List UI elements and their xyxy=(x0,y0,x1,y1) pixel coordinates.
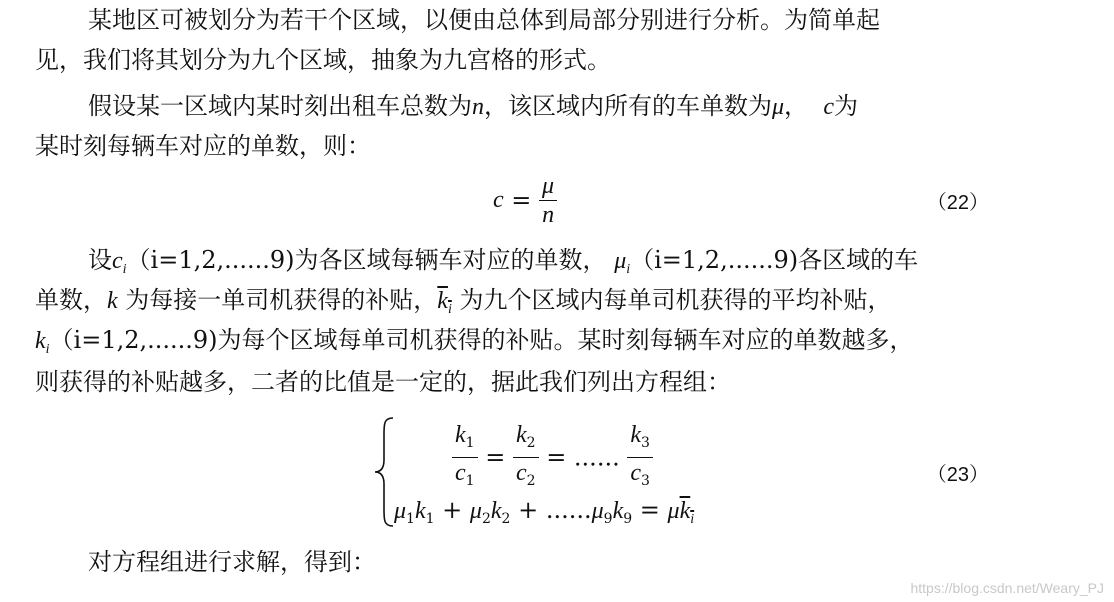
var-k: k xyxy=(107,288,118,314)
denominator xyxy=(452,458,478,495)
var-k: k xyxy=(679,498,691,524)
para3-line1 xyxy=(88,244,918,286)
text-span: 设 xyxy=(88,246,112,274)
eq22-equals: = xyxy=(511,186,532,215)
eq23-fraction-3 xyxy=(627,420,653,495)
text-span: 单数， xyxy=(35,286,107,314)
watermark: https://blog.csdn.net/Weary_PJ xyxy=(910,580,1104,596)
var-c: c xyxy=(630,460,641,486)
numerator xyxy=(513,420,539,458)
var-mu: μ xyxy=(469,498,482,524)
eq23-row1 xyxy=(452,420,653,495)
subscript: i xyxy=(45,342,50,357)
eq23-fraction-2 xyxy=(513,420,539,495)
var-mu: μ xyxy=(394,498,407,524)
text-span: 为九个区域内每单司机获得的平均补贴， xyxy=(459,286,892,314)
var-k: k xyxy=(35,328,46,354)
subscript: i xyxy=(690,512,695,527)
var-c: c xyxy=(823,94,834,120)
equals-ellipsis: = ...... xyxy=(546,443,620,472)
para3-line3 xyxy=(35,324,914,366)
subscript: i xyxy=(447,302,452,317)
denominator xyxy=(513,458,539,495)
left-brace xyxy=(373,416,395,528)
var-n: n xyxy=(472,94,484,120)
subscript: 1 xyxy=(406,511,415,527)
var-kbar xyxy=(679,496,695,527)
subscript: i xyxy=(122,262,127,277)
subscript: 9 xyxy=(603,511,613,527)
subscript: 1 xyxy=(465,473,475,489)
var-k: k xyxy=(437,288,448,314)
text-span: （i=1,2,......9)各区域的车 xyxy=(630,246,919,274)
para1-line2: 见，我们将其划分为九个区域，抽象为九宫格的形式。 xyxy=(35,46,611,74)
equals: = xyxy=(632,496,668,524)
eq22-number: （22） xyxy=(926,192,989,214)
subscript: 2 xyxy=(501,511,511,527)
var-k: k xyxy=(515,422,527,448)
subscript: 9 xyxy=(623,511,633,527)
text-span: 假设某一区域内某时刻出租车总数为 xyxy=(88,92,472,120)
var-c: c xyxy=(515,460,527,486)
plus-ellipsis: + ...... xyxy=(510,496,592,524)
equation-22 xyxy=(493,172,557,229)
text-span: 为 xyxy=(833,92,858,120)
eq23-fraction-1 xyxy=(452,420,478,495)
var-k: k xyxy=(455,422,466,448)
subscript: 2 xyxy=(526,435,536,451)
text-span: 为每接一单司机获得的补贴， xyxy=(125,286,438,314)
para4-line: 对方程组进行求解，得到： xyxy=(88,548,376,576)
equals: = xyxy=(485,443,506,472)
numerator xyxy=(452,420,478,458)
eq22-lhs: c xyxy=(493,187,504,213)
eq22-numerator: μ xyxy=(539,172,557,201)
subscript: 2 xyxy=(526,473,536,489)
var-mu: μ xyxy=(667,498,680,524)
var-mu: μ xyxy=(772,94,785,120)
para2-line1 xyxy=(88,90,858,123)
eq23-row2 xyxy=(394,494,694,536)
subscript: 1 xyxy=(465,435,475,451)
var-k: k xyxy=(612,498,624,524)
var-mu: μ xyxy=(614,248,627,274)
para3-line4: 则获得的补贴越多，二者的比值是一定的，据此我们列出方程组： xyxy=(35,368,731,396)
para1-line1: 某地区可被划分为若干个区域，以便由总体到局部分别进行分析。为简单起 xyxy=(88,6,880,34)
text-span: ， xyxy=(784,92,809,120)
eq22-fraction xyxy=(539,172,557,229)
text-span: （i=1,2,......9)为每个区域每单司机获得的补贴。某时刻每辆车对应的单数越多， xyxy=(49,326,914,354)
plus: + xyxy=(434,496,470,524)
var-k: k xyxy=(630,422,641,448)
var-mu: μ xyxy=(591,498,604,524)
numerator xyxy=(627,420,653,458)
para2-line2: 某时刻每辆车对应的单数，则： xyxy=(35,132,371,160)
subscript: 2 xyxy=(481,511,491,527)
eq22-denominator: n xyxy=(542,202,555,228)
var-c: c xyxy=(112,248,123,274)
denominator xyxy=(627,458,653,495)
subscript: 3 xyxy=(641,473,650,489)
var-k: k xyxy=(490,498,502,524)
text-span: ，该区域内所有的车单数为 xyxy=(484,92,772,120)
para3-line2 xyxy=(35,284,891,326)
var-k: k xyxy=(414,498,426,524)
subscript: i xyxy=(626,262,631,277)
eq23-number: （23） xyxy=(926,464,989,486)
var-kbar xyxy=(437,286,452,317)
text-span: （i=1,2,......9)为各区域每辆车对应的单数， xyxy=(126,246,607,274)
subscript: 3 xyxy=(641,435,650,451)
var-c: c xyxy=(455,460,466,486)
subscript: 1 xyxy=(425,511,435,527)
